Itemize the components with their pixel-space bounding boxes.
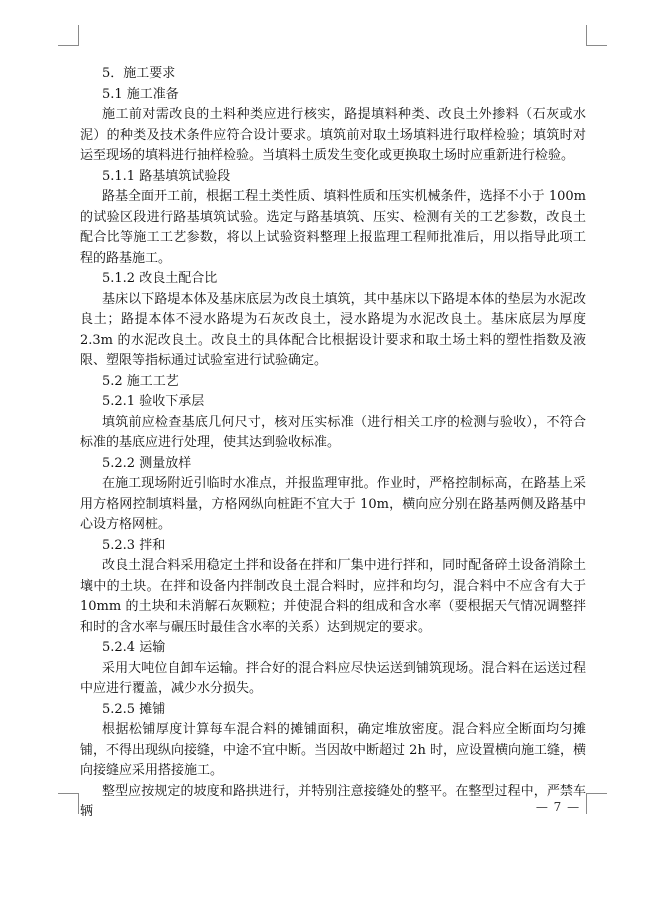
paragraph: 在施工现场附近引临时水准点，并报监理审批。作业时，严格控制标高，在路基上采用方格网控制填料量，方格网纵向桩距不宜大于 10m，横向应分别在路基两侧及路基中心设方格网桩。 [80,476,586,532]
section-heading: 5.1.1 路基填筑试验段 [102,168,231,184]
paragraph: 基床以下路堤本体及基床底层为改良土填筑，其中基床以下路堤本体的垫层为水泥改良土；路提本体不浸水路堤为石灰改良土，浸水路堤为水泥改良土。基床底层为厚度 2.3m 的水泥改良土。改良土的具体配合比根据设计要求和取土场土料的塑性指数及液限、塑限等指标通过试验室进行试验确定。 [80,291,586,368]
paragraph: 整型应按规定的坡度和路拱进行，并特别注意接缝处的整平。在整型过程中，严禁车辆 [80,783,586,819]
paragraph: 填筑前应检查基底几何尺寸，核对压实标准（进行相关工序的检测与验收），不符合标准的基底应进行处理，使其达到验收标准。 [80,414,586,450]
paragraph: 采用大吨位自卸车运输。拌合好的混合料应尽快运送到铺筑现场。混合料在运送过程中应进行覆盖，减少水分损失。 [80,660,586,696]
crop-mark-top-left [58,25,79,46]
section-heading: 5.1.2 改良土配合比 [102,271,218,286]
section-heading: 5.2 施工工艺 [102,373,179,389]
section-heading: 5．施工要求 [102,66,176,81]
paragraph: 改良土混合料采用稳定土拌和设备在拌和厂集中进行拌和，同时配备碎土设备消除土壤中的土块。在拌和设备内拌制改良土混合料时，应拌和均匀，混合料中不应含有大于 10mm 的土块和未消解石灰颗粒；并使混合料的组成和含水率（要根据天气情况调整拌和时的含水率与碾压时最佳含水率的关系）达到规定的要求。 [80,558,586,635]
section-heading: 5.2.4 运输 [102,640,166,655]
paragraph: 根据松铺厚度计算每车混合料的摊铺面积，确定堆放密度。混合料应全断面均匀摊铺，不得出现纵向接缝，中途不宜中断。当因故中断超过 2h 时，应设置横向施工缝，横向接缝应采用搭接施工。 [80,722,586,778]
section-heading: 5.2.2 测量放样 [102,455,192,471]
crop-mark-bottom-left [58,793,79,814]
crop-mark-top-right [586,25,607,46]
crop-mark-bottom-right [586,793,607,814]
section-heading: 5.2.1 验收下承层 [102,394,205,409]
section-heading: 5.2.5 摊铺 [102,701,166,717]
section-heading: 5.2.3 拌和 [102,537,166,553]
document-body [80,64,586,823]
paragraph: 路基全面开工前，根据工程土类性质、填料性质和压实机械条件，选择不小于 100m 的试验区段进行路基填筑试验。选定与路基填筑、压实、检测有关的工艺参数，改良土配合比等施工工艺参数，将以上试验资料整理上报监理工程师批准后，用以指导此项工程的路基施工。 [80,189,586,266]
section-heading: 5.1 施工准备 [102,86,179,102]
paragraph: 施工前对需改良的土料种类应进行核实，路提填料种类、改良土外掺料（石灰或水泥）的种类及技术条件应符合设计要求。填筑前对取土场填料进行取样检验；填筑时对运至现场的填料进行抽样检验。当填料土质发生变化或更换取土场时应重新进行检验。 [80,107,586,163]
page-number: — 7 — [535,800,581,814]
